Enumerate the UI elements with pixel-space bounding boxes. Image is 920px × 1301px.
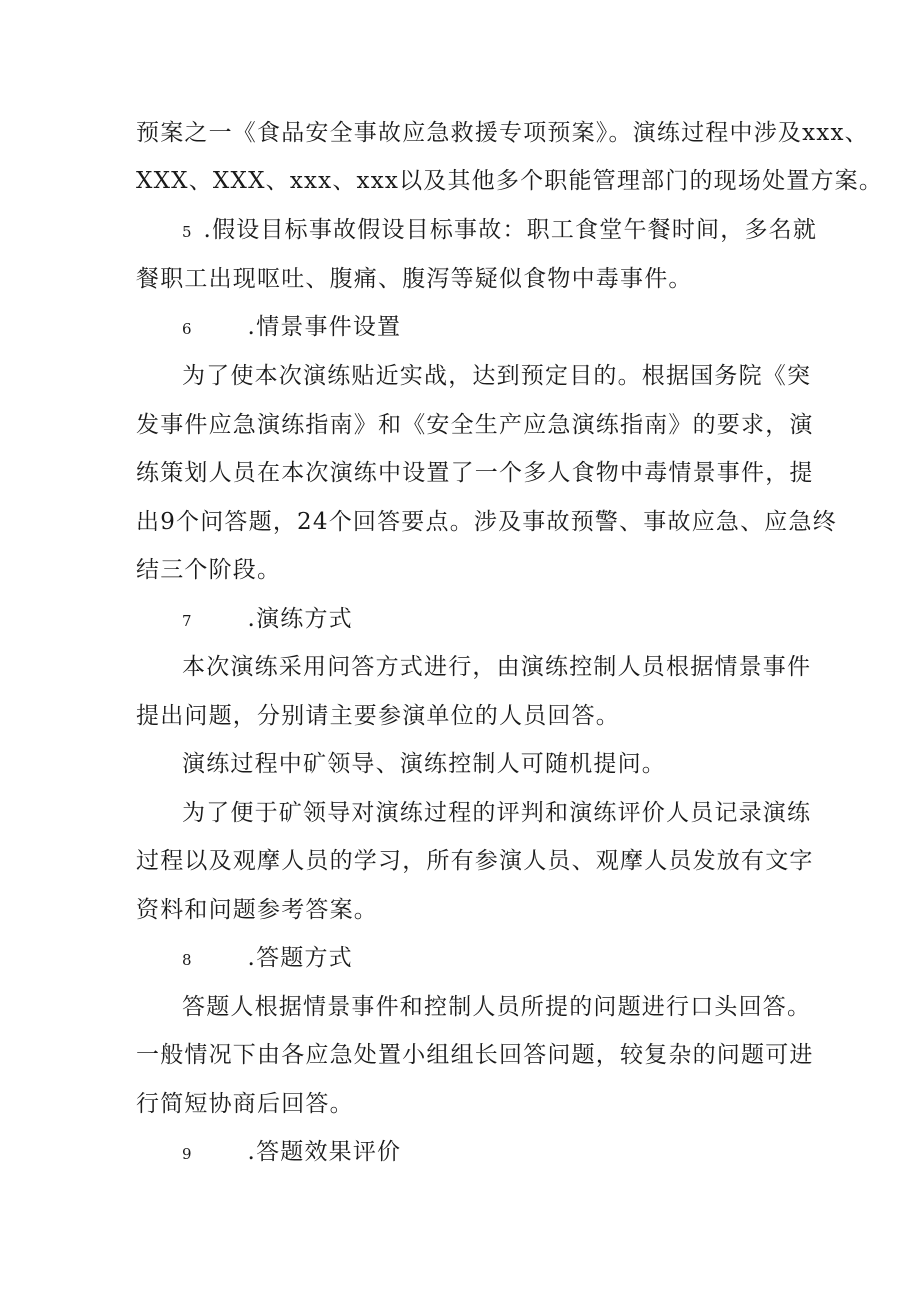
item-dot: . [247,1139,257,1165]
text-line: 一般情况下由各应急处置小组组长回答问题，较复杂的问题可进 [136,1042,814,1068]
item-dot: . [247,606,257,632]
item-text: 答题方式 [256,945,353,971]
text-line: 预案之一《食品安全事故应急救援专项预案》。演练过程中涉及xxx、 [136,120,869,146]
item-number: 8 [182,951,192,969]
item-text: 答题效果评价 [256,1139,402,1165]
item-number: 9 [182,1145,192,1163]
item-number: 5 [182,223,192,241]
text-line: 出9个问答题，24个回答要点。涉及事故预警、事故应急、应急终 [136,509,837,535]
text-line: 本次演练采用问答方式进行，由演练控制人员根据情景事件 [182,654,812,680]
text-line: 为了便于矿领导对演练过程的评判和演练评价人员记录演练 [182,800,812,826]
item-text: 演练方式 [256,606,353,632]
item-dot: . [247,945,257,971]
section-heading-8 [182,943,353,975]
section-heading-7 [182,604,353,636]
text-line: 餐职工出现呕吐、腹痛、腹泻等疑似食物中毒事件。 [136,266,693,292]
text-line: 资料和问题参考答案。 [136,897,378,923]
text-line: 练策划人员在本次演练中设置了一个多人食物中毒情景事件，提 [136,460,814,486]
item-dot: . [203,217,213,243]
text-line: 答题人根据情景事件和控制人员所提的问题进行口头回答。 [182,994,812,1020]
text-line: XXX、XXX、xxx、xxx以及其他多个职能管理部门的现场处置方案。 [136,168,884,194]
text-line: 提出问题，分别请主要参演单位的人员回答。 [136,703,620,729]
text-line: 为了使本次演练贴近实战，达到预定目的。根据国务院《突 [182,363,812,389]
section-heading-9 [182,1137,401,1169]
item-number: 6 [182,320,192,338]
item-dot: . [247,314,257,340]
text-line: 演练过程中矿领导、演练控制人可随机提问。 [182,751,666,777]
item-number: 7 [182,612,192,630]
item-text: 情景事件设置 [256,314,402,340]
numbered-item-5 [182,215,817,247]
text-line: 行简短协商后回答。 [136,1091,354,1117]
text-line: 过程以及观摩人员的学习，所有参演人员、观摩人员发放有文字 [136,848,814,874]
text-line: 发事件应急演练指南》和《安全生产应急演练指南》的要求，演 [136,412,814,438]
item-text: 假设目标事故假设目标事故：职工食堂午餐时间，多名就 [212,217,818,243]
text-line: 结三个阶段。 [136,557,282,583]
section-heading-6 [182,312,401,344]
